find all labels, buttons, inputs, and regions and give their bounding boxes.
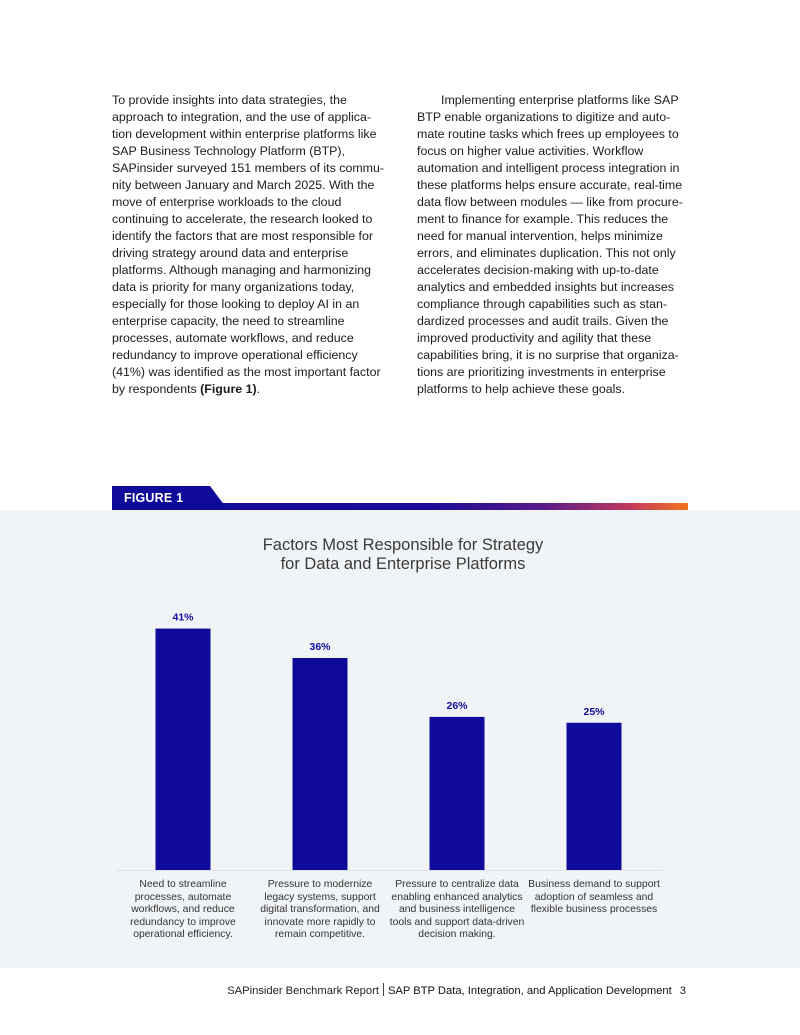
bar-2 bbox=[293, 658, 348, 870]
x-tick-label-3-line-5: decision making. bbox=[418, 929, 496, 940]
bar-chart bbox=[0, 510, 800, 968]
page-footer bbox=[227, 983, 686, 997]
bar-4 bbox=[567, 723, 622, 870]
x-tick-label-1-line-3: workflows, and reduce bbox=[131, 904, 235, 915]
x-tick-label-1-line-5: operational efficiency. bbox=[133, 929, 233, 940]
x-tick-label-2-line-5: remain competitive. bbox=[274, 929, 366, 940]
x-tick-label-2 bbox=[250, 879, 390, 942]
left-paragraph-text: To provide insights into data strategies, the approach to integration, and the use of applica-tion development within enterprise platforms like SAP Business Technology Platform (BTP), SAPinsider surveyed 151 members of its commu-nity between January and March 2025. With the move of enterprise workloads to the cloud continuing to accelerate, the research looked to identify the factors that are most responsible for driving strategy around data and enterprise platforms. Although managing and harmonizing data is priority for many organizations today, especially for those looking to deploy AI in an enterprise capacity, the need to streamline processes, automate workflows, and reduce redundancy to improve operational efficiency (41%) was identified as the most important factor by respondents bbox=[112, 93, 385, 396]
left-column bbox=[112, 92, 384, 398]
bar-value-label-1: 41% bbox=[172, 611, 194, 624]
x-tick-label-2-line-1: Pressure to modernize bbox=[267, 879, 373, 890]
bar-value-label-3: 26% bbox=[446, 699, 468, 712]
x-tick-label-3-line-3: and business intelligence bbox=[398, 904, 516, 915]
footer-separator bbox=[383, 983, 384, 996]
chart-title-line-1: Factors Most Responsible for Strategy bbox=[262, 536, 544, 554]
left-paragraph bbox=[112, 92, 384, 398]
x-tick-label-2-line-2: legacy systems, support bbox=[264, 891, 376, 903]
bar-value-label-4: 25% bbox=[583, 705, 605, 718]
bar-3 bbox=[430, 717, 485, 870]
footer-document-title: SAP BTP Data, Integration, and Application Development bbox=[387, 985, 672, 997]
bar-1 bbox=[156, 629, 211, 870]
x-tick-label-2-line-4: innovate more rapidly to bbox=[264, 916, 376, 928]
x-tick-label-2-line-3: digital transformation, and bbox=[260, 904, 380, 915]
x-tick-label-1 bbox=[113, 879, 253, 942]
bar-value-label-2: 36% bbox=[309, 641, 331, 653]
x-tick-label-3-line-1: Pressure to centralize data bbox=[395, 879, 519, 890]
x-tick-label-3-line-4: tools and support data-driven bbox=[389, 916, 525, 928]
x-tick-label-3 bbox=[387, 879, 527, 942]
x-tick-label-1-line-1: Need to streamline bbox=[139, 879, 227, 890]
chart-title-line-2: for Data and Enterprise Platforms bbox=[280, 555, 526, 573]
page-number: 3 bbox=[679, 985, 686, 997]
x-tick-label-3-line-2: enabling enhanced analytics bbox=[391, 891, 523, 903]
right-column bbox=[417, 92, 692, 398]
footer-report-name: SAPinsider Benchmark Report bbox=[227, 985, 379, 997]
right-paragraph: Implementing enterprise platforms like SAP BTP enable organizations to digitize and auto-mate routine tasks which frees up employees to focus on higher value activities. Workflow automation and intelligent process integration in these platforms helps ensure accurate, real-time data flow between modules — like from procure-ment to finance for example. This reduces the need for manual intervention, helps minimize errors, and eliminates duplication. This not only accelerates decision-making with up-to-date analytics and embedded insights but increases compliance through capabilities such as stan-dardized processes and audit trails. Given the improved productivity and agility that these capabilities bring, it is no surprise that organiza-tions are prioritizing investments in enterprise platforms to help achieve these goals. bbox=[417, 93, 683, 396]
x-tick-label-4-line-1: Business demand to support bbox=[528, 879, 660, 890]
figure-reference[interactable]: (Figure 1) bbox=[200, 382, 257, 396]
x-tick-label-4-line-2: adoption of seamless and bbox=[534, 891, 654, 903]
x-tick-label-1-line-2: processes, automate bbox=[134, 891, 232, 903]
x-tick-label-1-line-4: redundancy to improve bbox=[130, 916, 236, 928]
x-tick-label-4-line-3: flexible business processes bbox=[530, 904, 658, 915]
figure-tab-label: FIGURE 1 bbox=[124, 491, 184, 505]
left-paragraph-end: . bbox=[256, 382, 261, 396]
x-tick-label-4 bbox=[524, 879, 664, 917]
